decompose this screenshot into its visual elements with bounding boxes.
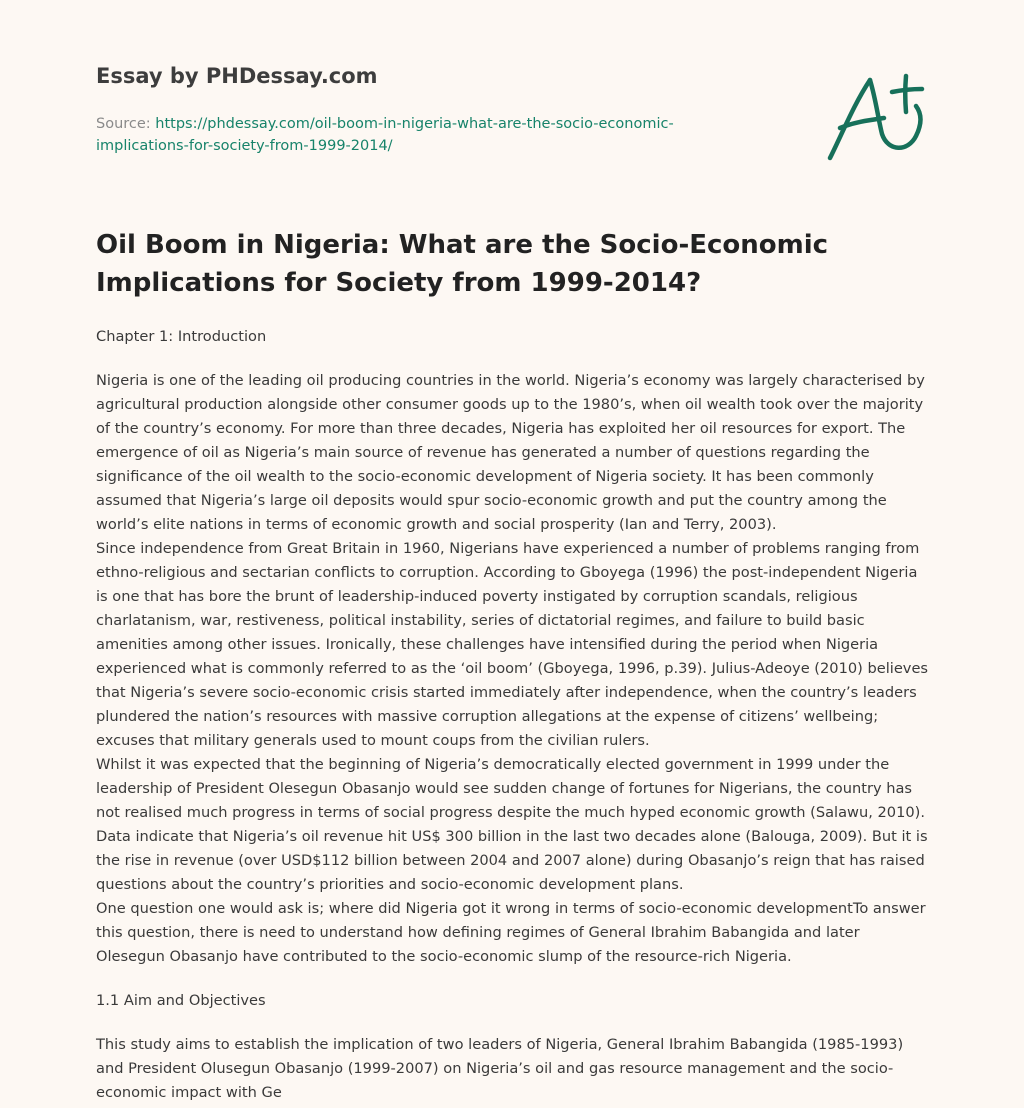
a-plus-grade-logo-icon (818, 66, 930, 166)
section-paragraph: This study aims to establish the implication of two leaders of Nigeria, General Ibrahim Babangida (1985-1993) and President Olusegun Obasanjo (1999-2007) on Nigeria’s oil and gas resource management and the socio-economic impact with Ge (96, 1036, 904, 1101)
document-title: Oil Boom in Nigeria: What are the Socio-Economic Implications for Society from 1999-2014? (96, 230, 829, 298)
body-paragraph-4: One question one would ask is; where did Nigeria got it wrong in terms of socio-economic developmentTo answer this question, there is need to understand how defining regimes of General Ibrahim Babangida and later Olesegun Obasanjo have contributed to the socio-economic slump of the resource-rich Nigeria. (96, 900, 926, 965)
body-paragraph-3: Whilst it was expected that the beginning of Nigeria’s democratically elected government in 1999 under the leadership of President Olesegun Obasanjo would see sudden change of fortunes for Nigerians, the country has not realised much progress in terms of social progress despite the much hyped economic growth (Salawu, 2010). Data indicate that Nigeria’s oil revenue hit US$ 300 billion in the last two decades alone (Balouga, 2009). But it is the rise in revenue (over USD$112 billion between 2004 and 2007 alone) during Obasanjo’s reign that has raised questions about the country’s priorities and socio-economic development plans. (96, 756, 928, 893)
section-heading: 1.1 Aim and Objectives (96, 992, 266, 1009)
logo-plus-horizontal-stroke (892, 89, 922, 92)
body-paragraph-2: Since independence from Great Britain in 1960, Nigerians have experienced a number of problems ranging from ethno-religious and sectarian conflicts to corruption. According to Gboyega (1996) the post-independent Nigeria is one that has bore the brunt of leadership-induced poverty instigated by corruption scandals, religious charlatanism, war, restiveness, political instability, series of dictatorial regimes, and failure to build basic amenities among other issues. Ironically, these challenges have intensified during the period when Nigeria experienced what is commonly referred to as the ‘oil boom’ (Gboyega, 1996, p.39). Julius-Adeoye (2010) believes that Nigeria’s severe socio-economic crisis started immediately after independence, when the country’s leaders plundered the nation’s resources with massive corruption allegations at the expense of citizens’ wellbeing; excuses that military generals used to mount coups from the civilian rulers. (96, 540, 929, 749)
document-body (96, 325, 932, 1105)
source-link[interactable]: https://phdessay.com/oil-boom-in-nigeria-what-are-the-socio-economic-implications-for-society-from-1999-2014/ (96, 116, 674, 154)
site-brand: Essay by PHDessay.com (96, 64, 378, 88)
body-paragraph-1: Nigeria is one of the leading oil producing countries in the world. Nigeria’s economy was largely characterised by agricultural production alongside other consumer goods up to the 1980’s, when oil wealth took over the majority of the country’s economy. For more than three decades, Nigeria has exploited her oil resources for export. The emergence of oil as Nigeria’s main source of revenue has generated a number of questions regarding the significance of the oil wealth to the socio-economic development of Nigeria society. It has been commonly assumed that Nigeria’s large oil deposits would spur socio-economic growth and put the country among the world’s elite nations in terms of economic growth and social prosperity (Ian and Terry, 2003). (96, 372, 925, 533)
chapter-heading: Chapter 1: Introduction (96, 328, 267, 345)
source-line (96, 113, 736, 157)
logo-plus-vertical-stroke (905, 76, 906, 112)
source-label: Source: (96, 116, 156, 132)
